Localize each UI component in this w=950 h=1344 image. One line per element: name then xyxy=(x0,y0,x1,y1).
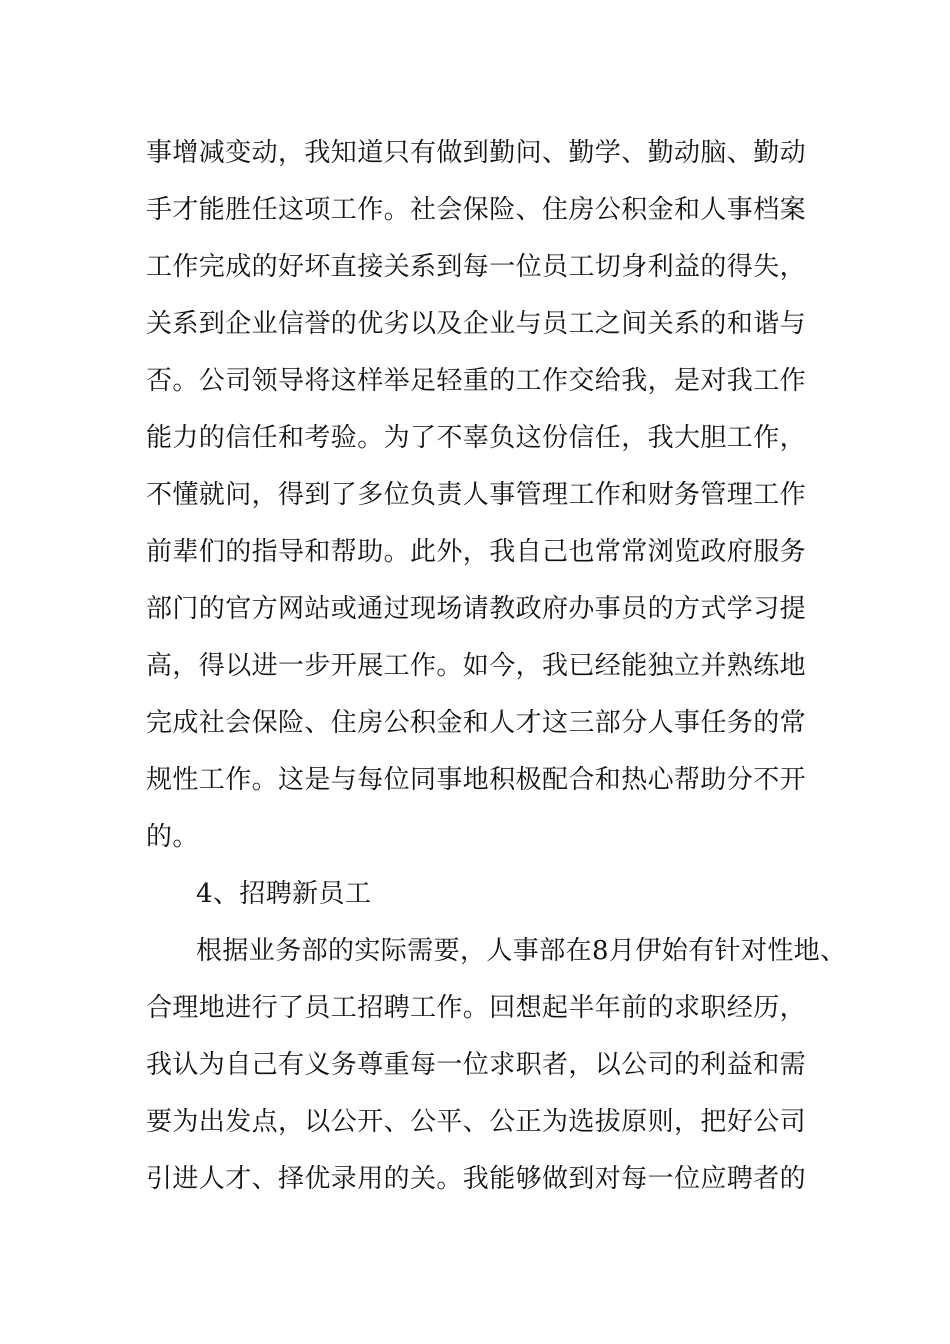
paragraph-line: 关系到企业信誉的优劣以及企业与员工之间关系的和谐与 xyxy=(146,309,807,339)
paragraph-line: 合理地进行了员工招聘工作。回想起半年前的求职经历， xyxy=(146,993,807,1023)
paragraph-line: 我认为自己有义务尊重每一位求职者，以公司的利益和需 xyxy=(146,1050,807,1080)
paragraph-line: 否。公司领导将这样举足轻重的工作交给我，是对我工作 xyxy=(146,366,807,396)
paragraph-line: 能力的信任和考验。为了不辜负这份信任，我大胆工作， xyxy=(146,423,807,453)
paragraph-line: 高，得以进一步开展工作。如今，我已经能独立并熟练地 xyxy=(146,651,807,681)
paragraph-line: 前辈们的指导和帮助。此外，我自己也常常浏览政府服务 xyxy=(146,537,807,567)
paragraph-line: 完成社会保险、住房公积金和人才这三部分人事任务的常 xyxy=(146,708,807,738)
paragraph-line: 事增减变动，我知道只有做到勤问、勤学、勤动脑、勤动 xyxy=(146,138,807,168)
paragraph-line: 根据业务部的实际需要，人事部在8月伊始有针对性地、 xyxy=(196,936,847,966)
paragraph-line: 引进人才、择优录用的关。我能够做到对每一位应聘者的 xyxy=(146,1164,807,1194)
section-heading: 4、招聘新员工 xyxy=(196,879,372,909)
paragraph-line: 手才能胜任这项工作。社会保险、住房公积金和人事档案 xyxy=(146,195,807,225)
paragraph-line: 要为出发点，以公开、公平、公正为选拔原则，把好公司 xyxy=(146,1107,807,1137)
paragraph-line: 规性工作。这是与每位同事地积极配合和热心帮助分不开 xyxy=(146,765,807,795)
paragraph-line: 不懂就问，得到了多位负责人事管理工作和财务管理工作 xyxy=(146,480,807,510)
paragraph-line: 部门的官方网站或通过现场请教政府办事员的方式学习提 xyxy=(146,594,807,624)
paragraph-line: 工作完成的好坏直接关系到每一位员工切身利益的得失， xyxy=(146,252,807,282)
paragraph-line: 的。 xyxy=(146,822,199,852)
